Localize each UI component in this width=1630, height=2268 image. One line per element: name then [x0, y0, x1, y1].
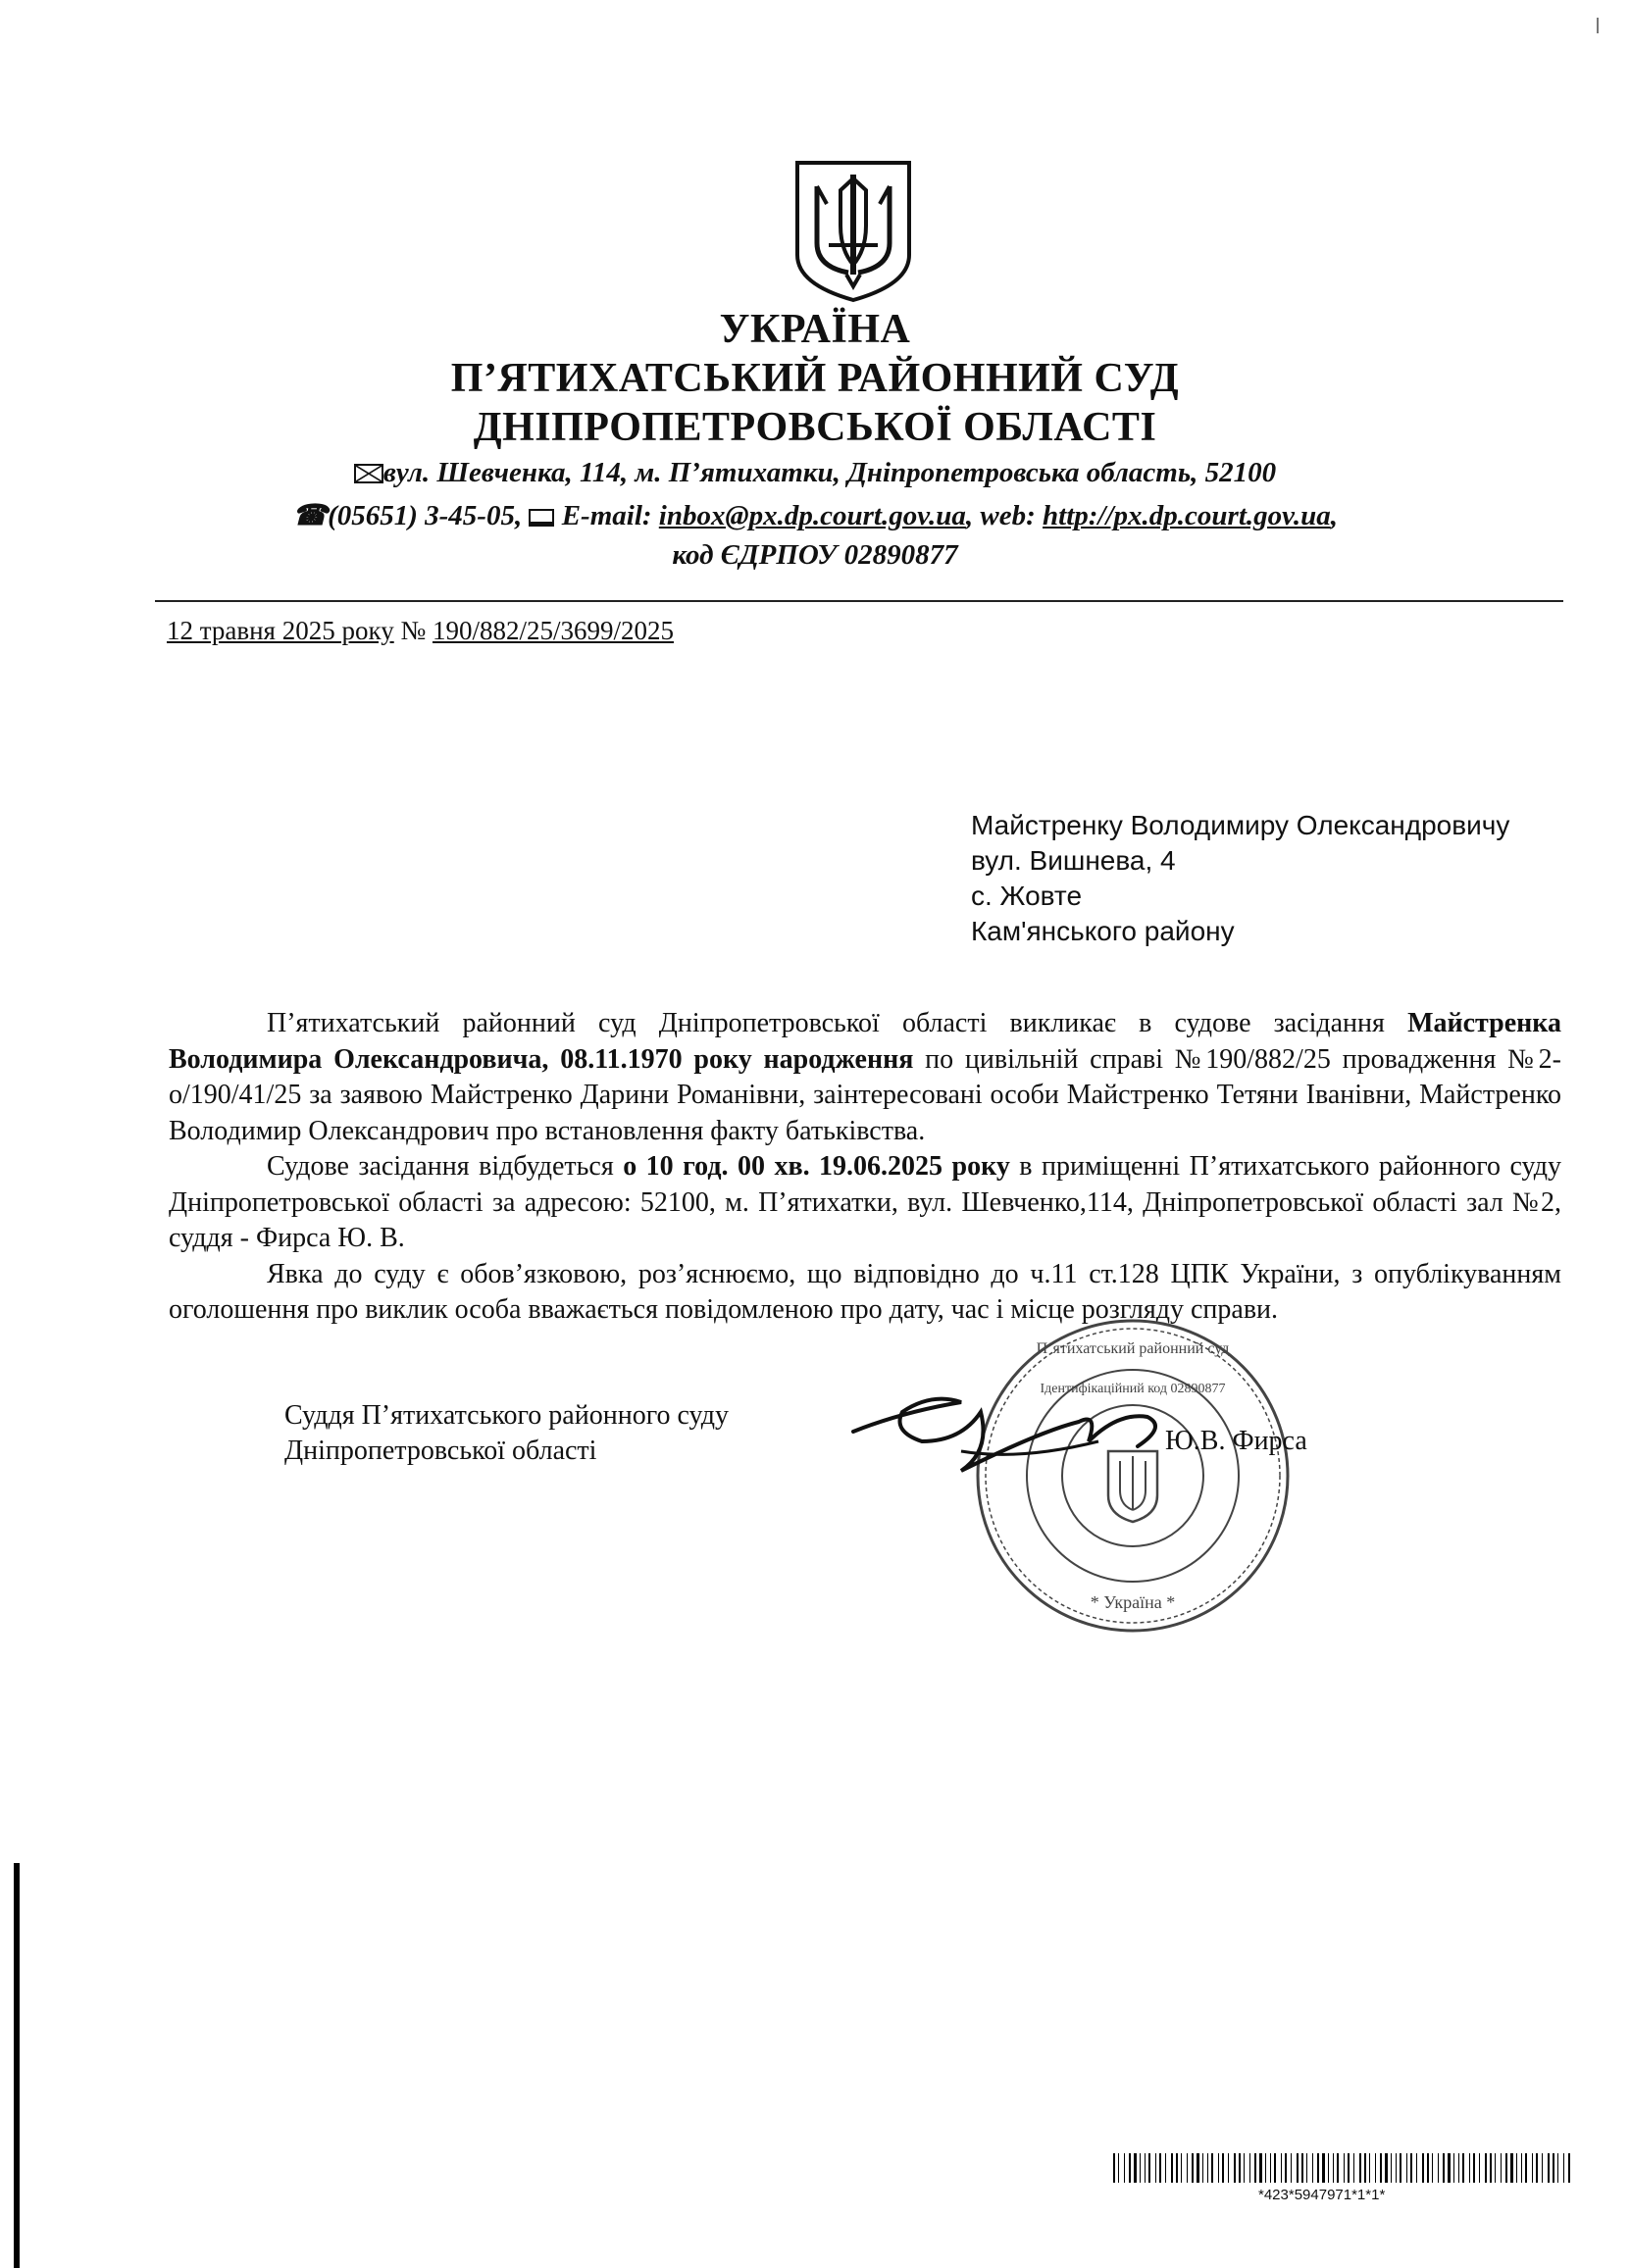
barcode-bar [1521, 2153, 1522, 2183]
barcode-bar [1505, 2153, 1507, 2183]
contact-comma: , [1330, 500, 1339, 531]
barcode-bar [1458, 2153, 1459, 2183]
barcode-bar [1510, 2153, 1513, 2183]
barcode-icon [1113, 2153, 1574, 2183]
reference-date: 12 травня 2025 року [167, 616, 394, 645]
barcode-bar [1516, 2153, 1517, 2183]
barcode-bar [1385, 2153, 1388, 2183]
recipient-street: вул. Вишнева, 4 [971, 845, 1176, 876]
barcode-bar [1254, 2153, 1256, 2183]
p2-time-bold: о 10 год. 00 хв. 19.06.2025 року [623, 1151, 1010, 1182]
p1-text-a: П’ятихатський районний суд Дніпропетровської області викликає в судове засідання [267, 1008, 1408, 1038]
signature-title-line1: Суддя П’ятихатського районного суду [284, 1400, 730, 1431]
barcode-bar [1427, 2153, 1429, 2183]
reference-number-sign: № [393, 616, 433, 645]
barcode-bar [1479, 2153, 1480, 2183]
svg-text:Ідентифікаційний код 02890877: Ідентифікаційний код 02890877 [1040, 1382, 1226, 1396]
barcode-bar [1536, 2153, 1538, 2183]
p2-text-b: в приміщенні П’ятихатського районного суду Дніпропетровської області за адресою: 52100, м. П’ятихатки, вул. Шевченко,114, Дніпропетровської області зал №2, суддя - Фирса Ю. В. [169, 1151, 1562, 1253]
barcode-bar [1400, 2153, 1401, 2183]
barcode-bar [1462, 2153, 1464, 2183]
barcode-bar [1124, 2153, 1125, 2183]
barcode-bar [1364, 2153, 1366, 2183]
barcode-bar [1485, 2153, 1487, 2183]
region-heading: ДНІПРОПЕТРОВСЬКОЇ ОБЛАСТІ [473, 405, 1157, 450]
barcode-bar [1134, 2153, 1137, 2183]
barcode-bar [1563, 2153, 1564, 2183]
barcode-bar [1222, 2153, 1224, 2183]
barcode-bar [1281, 2153, 1282, 2183]
reference-line [167, 616, 674, 646]
envelope-icon [354, 464, 383, 483]
barcode-bar [1159, 2153, 1161, 2183]
barcode-bar [1234, 2153, 1236, 2183]
barcode-bar [1548, 2153, 1550, 2183]
barcode-bar [1410, 2153, 1412, 2183]
barcode-bar [1453, 2153, 1454, 2183]
barcode-bar [1171, 2153, 1173, 2183]
barcode-bar [1118, 2153, 1119, 2183]
barcode-bar [1532, 2153, 1533, 2183]
barcode-bar [1301, 2153, 1303, 2183]
barcode-bar [1553, 2153, 1554, 2183]
barcode-bar [1274, 2153, 1276, 2183]
barcode-bar [1239, 2153, 1241, 2183]
barcode-bar [1207, 2153, 1208, 2183]
barcode-bar [1380, 2153, 1382, 2183]
p1-text-b: по цивільній справі №190/882/25 провадження №2-о/190/41/25 за заявою Майстренко Дарини Романівни, заінтересовані особи Майстренко Тетяни Іванівни, Майстренко Володимир Олександрович про встановлення факту батьківства. [169, 1043, 1561, 1146]
barcode-bar [1473, 2153, 1475, 2183]
p2-text-a: Судове засідання відбудеться [267, 1151, 624, 1182]
barcode-bar [1129, 2153, 1131, 2183]
paragraph-2 [169, 1149, 1561, 1257]
recipient-district: Кам'янського району [971, 916, 1235, 946]
barcode-bar [1375, 2153, 1376, 2183]
barcode-bar [1333, 2153, 1334, 2183]
web-label: , web: [965, 500, 1044, 531]
barcode-bar [1344, 2153, 1345, 2183]
barcode-bar [1448, 2153, 1451, 2183]
barcode-bar [1422, 2153, 1424, 2183]
barcode-bar [1348, 2153, 1350, 2183]
barcode-bar [1285, 2153, 1287, 2183]
signature-title-line2: Дніпропетровської області [284, 1436, 597, 1466]
barcode-bar [1211, 2153, 1213, 2183]
barcode-bar [1218, 2153, 1219, 2183]
barcode-bar [1359, 2153, 1361, 2183]
barcode-bar [1322, 2153, 1325, 2183]
barcode-bar [1181, 2153, 1182, 2183]
barcode-bar [1312, 2153, 1313, 2183]
barcode-bar [1202, 2153, 1203, 2183]
barcode-bar [1438, 2153, 1439, 2183]
reference-number: 190/882/25/3699/2025 [432, 616, 674, 645]
email-label: E-mail: [554, 500, 659, 531]
paragraph-3: Явка до суду є обов’язковою, роз’яснюємо, що відповідно до ч.11 ст.128 ЦПК України, з опублікуванням оголошення про виклик особа вважається повідомленою про дату, час і місце розгляду справи. [169, 1258, 1561, 1325]
barcode-bar [1525, 2153, 1527, 2183]
barcode-bar [1469, 2153, 1470, 2183]
header-divider [155, 600, 1563, 602]
address-text: вул. Шевченка, 114, м. П’ятихатки, Дніпропетровська область, 52100 [382, 457, 1277, 488]
barcode-text: *423*5947971*1*1* [1258, 2187, 1386, 2203]
judge-name: Ю.В. Фирса [1165, 1426, 1307, 1456]
contact-line [0, 498, 1630, 532]
barcode-bar [1568, 2153, 1570, 2183]
barcode-bar [1328, 2153, 1329, 2183]
phone-number: (05651) 3-45-05, [328, 500, 523, 531]
barcode-bar [1244, 2153, 1245, 2183]
barcode-bar [1145, 2153, 1146, 2183]
barcode-bar [1353, 2153, 1354, 2183]
barcode-bar [1297, 2153, 1299, 2183]
barcode-bar [1187, 2153, 1188, 2183]
court-name-heading: П’ЯТИХАТСЬКИЙ РАЙОННИЙ СУД [450, 356, 1180, 401]
barcode-bar [1557, 2153, 1558, 2183]
barcode-bar [1259, 2153, 1262, 2183]
email-link[interactable]: inbox@px.dp.court.gov.ua [658, 500, 966, 531]
barcode-bar [1192, 2153, 1194, 2183]
edrpou-line: код ЄДРПОУ 02890877 [672, 539, 958, 571]
barcode-bar [1495, 2153, 1496, 2183]
barcode-bar [1317, 2153, 1319, 2183]
barcode-bar [1490, 2153, 1492, 2183]
barcode-bar [1337, 2153, 1339, 2183]
barcode-bar [1291, 2153, 1292, 2183]
scan-corner-mark [1597, 18, 1599, 33]
recipient-name: Майстренку Володимиру Олександровичу [971, 810, 1510, 840]
barcode-bar [1165, 2153, 1166, 2183]
recipient-village: с. Жовте [971, 881, 1083, 911]
barcode-bar [1406, 2153, 1407, 2183]
web-link[interactable]: http://px.dp.court.gov.ua [1043, 500, 1331, 531]
address-line [0, 457, 1630, 489]
paragraph-1 [169, 1006, 1561, 1149]
scan-edge-mark [14, 1863, 20, 2268]
barcode-bar [1369, 2153, 1370, 2183]
barcode-bar [1228, 2153, 1229, 2183]
svg-text:П’ятихатський районний суд: П’ятихатський районний суд [1036, 1340, 1230, 1357]
phone-icon: ☎ [291, 500, 329, 531]
barcode-bar [1416, 2153, 1417, 2183]
barcode-bar [1306, 2153, 1307, 2183]
barcode-bar [1396, 2153, 1397, 2183]
barcode-bar [1176, 2153, 1178, 2183]
barcode-bar [1501, 2153, 1502, 2183]
coat-of-arms-icon [790, 157, 917, 304]
barcode-bar [1140, 2153, 1141, 2183]
barcode-bar [1197, 2153, 1199, 2183]
barcode-bar [1155, 2153, 1156, 2183]
country-heading: УКРАЇНА [719, 307, 911, 352]
barcode-bar [1270, 2153, 1271, 2183]
barcode-bar [1113, 2153, 1115, 2183]
barcode-bar [1249, 2153, 1250, 2183]
barcode-bar [1542, 2153, 1543, 2183]
p1-person-bold: Майстренка Володимира Олександровича, 08.11.1970 року народження [169, 1008, 1561, 1075]
barcode-bar [1432, 2153, 1433, 2183]
barcode-bar [1391, 2153, 1392, 2183]
computer-icon [529, 509, 554, 527]
svg-text:* Україна *: * Україна * [1090, 1592, 1176, 1612]
barcode-bar [1443, 2153, 1445, 2183]
barcode-bar [1148, 2153, 1150, 2183]
barcode-bar [1265, 2153, 1266, 2183]
summons-body [169, 1006, 1561, 1329]
handwritten-signature-icon [843, 1373, 1216, 1490]
